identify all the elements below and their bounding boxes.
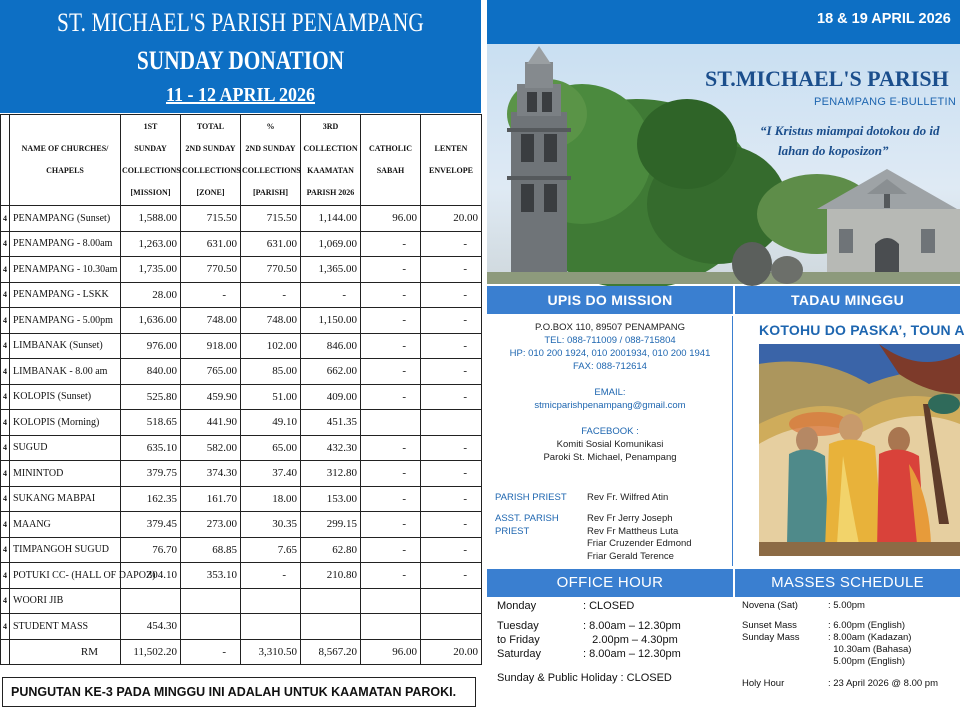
header-line: [MISSION]: [130, 188, 171, 197]
mass-row: [742, 656, 905, 667]
amount-cell: 49.10: [241, 410, 301, 436]
amount-cell: 846.00: [301, 333, 361, 359]
asst-priest-name: Friar Gerald Terence: [587, 550, 674, 562]
header-line: COLLECTIONS: [242, 166, 301, 175]
parish-priest: [495, 492, 668, 505]
table-row: [1, 257, 482, 283]
mass-time: : 6.00pm (English): [828, 620, 906, 631]
tadau-minggu: [735, 316, 965, 566]
amount-cell: 312.80: [301, 461, 361, 487]
header-line: 3RD: [322, 122, 339, 131]
amount-cell: -: [421, 282, 482, 308]
quote-line-1: “I Kristus miampai dotokou do id: [760, 123, 940, 138]
tadau-title: KOTOHU DO PASKA’, TOUN A: [759, 322, 965, 338]
mass-label: Sunday Mass: [742, 632, 800, 643]
amount-cell: 454.30: [121, 614, 181, 640]
amount-cell: 918.00: [181, 333, 241, 359]
table-row: [1, 206, 482, 232]
amount-cell: -: [361, 231, 421, 257]
amount-cell: 85.00: [241, 359, 301, 385]
amount-cell: -: [241, 282, 301, 308]
amount-cell: [361, 614, 421, 640]
mass-label: Sunset Mass: [742, 620, 797, 631]
row-index: 4: [1, 359, 10, 385]
painting-illustration: [759, 344, 960, 556]
amount-cell: 153.00: [301, 486, 361, 512]
table-row: [1, 308, 482, 334]
header-line: KAAMATAN: [307, 166, 354, 175]
amount-cell: 1,144.00: [301, 206, 361, 232]
office-time: : CLOSED: [583, 600, 635, 612]
amount-cell: 379.75: [121, 461, 181, 487]
telephone: TEL: 088-711009 / 088-715804: [544, 335, 676, 346]
amount-cell: 273.00: [181, 512, 241, 538]
amount-cell: 1,069.00: [301, 231, 361, 257]
row-index: 4: [1, 231, 10, 257]
office-day: Tuesday: [497, 620, 539, 632]
row-index: 4: [1, 461, 10, 487]
amount-cell: 432.30: [301, 435, 361, 461]
facebook-page-1: Komiti Sosial Komunikasi: [556, 439, 664, 450]
amount-cell: -: [421, 537, 482, 563]
mass-time: 5.00pm (English): [828, 656, 906, 667]
donation-date: 11 - 12 APRIL 2026: [165, 84, 316, 106]
church-name: PENAMPANG - 5.00pm: [10, 308, 121, 334]
quote-line-2: lahan do koposizon”: [778, 143, 889, 158]
amount-cell: 441.90: [181, 410, 241, 436]
amount-cell: -: [181, 282, 241, 308]
amount-cell: 65.00: [241, 435, 301, 461]
church-name: SUKANG MABPAI: [10, 486, 121, 512]
column-header-5: [301, 115, 361, 206]
header-line: ENVELOPE: [428, 166, 473, 175]
amount-cell: [241, 614, 301, 640]
amount-cell: [421, 410, 482, 436]
amount-cell: 662.00: [301, 359, 361, 385]
column-header-4: [241, 115, 301, 206]
amount-cell: [301, 614, 361, 640]
bulletin-date-banner: 18 & 19 APRIL 2026: [487, 0, 960, 44]
amount-cell: [301, 588, 361, 614]
header-line: [ZONE]: [196, 188, 225, 197]
total-label: RM: [10, 639, 121, 664]
table-row: [1, 359, 482, 385]
amount-cell: -: [361, 537, 421, 563]
table-row: [1, 333, 482, 359]
amount-cell: 631.00: [181, 231, 241, 257]
header-line: NAME OF CHURCHES/: [21, 144, 109, 153]
amount-cell: 840.00: [121, 359, 181, 385]
office-day: to Friday: [497, 634, 540, 646]
church-photo: [487, 44, 960, 284]
amount-cell: [241, 588, 301, 614]
amount-cell: -: [361, 512, 421, 538]
amount-cell: 770.50: [241, 257, 301, 283]
amount-cell: [181, 588, 241, 614]
header-line: COLLECTION: [303, 144, 358, 153]
row-index: 4: [1, 512, 10, 538]
header-line: LENTEN: [434, 144, 468, 153]
amount-cell: -: [361, 308, 421, 334]
amount-cell: 7.65: [241, 537, 301, 563]
amount-cell: 518.65: [121, 410, 181, 436]
amount-cell: -: [421, 231, 482, 257]
amount-cell: -: [361, 486, 421, 512]
row-index: 4: [1, 333, 10, 359]
amount-cell: 62.80: [301, 537, 361, 563]
amount-cell: -: [361, 461, 421, 487]
table-header-row: [1, 115, 482, 206]
amount-cell: 1,263.00: [121, 231, 181, 257]
amount-cell: 451.35: [301, 410, 361, 436]
amount-cell: -: [361, 563, 421, 589]
amount-cell: 1,365.00: [301, 257, 361, 283]
office-hour-row: [497, 634, 678, 646]
table-row: [1, 410, 482, 436]
amount-cell: 748.00: [241, 308, 301, 334]
table-row: [1, 435, 482, 461]
header-line: PARISH 2026: [306, 188, 355, 197]
amount-cell: 96.00: [361, 206, 421, 232]
assistant-priests: [495, 513, 692, 563]
amount-cell: -: [361, 359, 421, 385]
amount-cell: -: [421, 461, 482, 487]
mass-row: [742, 678, 938, 689]
amount-cell: 715.50: [241, 206, 301, 232]
amount-cell: -: [421, 257, 482, 283]
amount-cell: 353.10: [181, 563, 241, 589]
table-row: [1, 486, 482, 512]
amount-cell: 1,150.00: [301, 308, 361, 334]
amount-cell: 976.00: [121, 333, 181, 359]
total-cell: 8,567.20: [301, 639, 361, 664]
amount-cell: -: [361, 435, 421, 461]
header-line: CHAPELS: [46, 166, 84, 175]
table-row: [1, 282, 482, 308]
table-row: [1, 614, 482, 640]
header-line: [PARISH]: [253, 188, 288, 197]
row-index: 4: [1, 384, 10, 410]
table-row: [1, 461, 482, 487]
total-cell: 96.00: [361, 639, 421, 664]
office-day: Saturday: [497, 648, 542, 660]
donation-panel: [0, 0, 484, 720]
amount-cell: -: [421, 435, 482, 461]
asst-priest-name: Friar Cruzender Edmond: [587, 538, 692, 549]
office-hour-row: [497, 600, 634, 612]
amount-cell: 374.30: [181, 461, 241, 487]
amount-cell: 210.80: [301, 563, 361, 589]
church-name: MAANG: [10, 512, 121, 538]
amount-cell: -: [421, 384, 482, 410]
amount-cell: 635.10: [121, 435, 181, 461]
column-header-6: [361, 115, 421, 206]
church-name: STUDENT MASS: [10, 614, 121, 640]
amount-cell: 631.00: [241, 231, 301, 257]
column-header-7: [421, 115, 482, 206]
mass-row: [742, 632, 911, 643]
easter-painting: [759, 344, 960, 556]
handphone: HP: 010 200 1924, 010 2001934, 010 200 1941: [509, 348, 711, 359]
amount-cell: 37.40: [241, 461, 301, 487]
church-name: TIMPANGOH SUGUD: [10, 537, 121, 563]
amount-cell: [421, 614, 482, 640]
office-hour-row: [497, 648, 681, 660]
asst-priest-name: Rev Fr Jerry Joseph: [587, 513, 673, 524]
masses-schedule: [735, 598, 960, 720]
amount-cell: 1,735.00: [121, 257, 181, 283]
header-line: CATHOLIC: [369, 144, 412, 153]
church-name: KOLOPIS (Sunset): [10, 384, 121, 410]
mass-time: : 5.00pm: [828, 600, 865, 611]
amount-cell: [361, 410, 421, 436]
amount-cell: [421, 588, 482, 614]
amount-cell: 379.45: [121, 512, 181, 538]
row-index: 4: [1, 435, 10, 461]
mass-time: 10.30am (Bahasa): [828, 644, 912, 655]
mass-row: [742, 600, 865, 611]
header-line: %: [266, 122, 275, 131]
total-cell: 3,310.50: [241, 639, 301, 664]
amount-cell: -: [361, 257, 421, 283]
office-closed-note: Sunday & Public Holiday : CLOSED: [497, 672, 672, 684]
total-cell: 11,502.20: [121, 639, 181, 664]
collection-footnote: PUNGUTAN KE-3 PADA MINGGU INI ADALAH UNTUK KAAMATAN PAROKI.: [2, 677, 476, 707]
parish-priest-name: Rev Fr. Wilfred Atin: [587, 492, 669, 503]
amount-cell: -: [421, 333, 482, 359]
header-line: SABAH: [376, 166, 405, 175]
mass-time: : 23 April 2026 @ 8.00 pm: [828, 678, 938, 689]
church-name: MININTOD: [10, 461, 121, 487]
church-name: LIMBANAK - 8.00 am: [10, 359, 121, 385]
table-row: [1, 231, 482, 257]
row-index: 4: [1, 282, 10, 308]
row-index: 4: [1, 614, 10, 640]
header-line: TOTAL: [196, 122, 225, 131]
amount-cell: 715.50: [181, 206, 241, 232]
row-index: 4: [1, 308, 10, 334]
bulletin-quote: [760, 121, 970, 161]
email-link[interactable]: stmicparishpenampang@gmail.com: [534, 400, 686, 411]
amount-cell: -: [241, 563, 301, 589]
asst-priest-names: [587, 513, 692, 563]
parish-name: ST. MICHAEL'S PARISH PENAMPANG: [57, 8, 424, 37]
amount-cell: 770.50: [181, 257, 241, 283]
amount-cell: [181, 614, 241, 640]
office-hour-row: [497, 620, 681, 632]
table-row: [1, 384, 482, 410]
parish-title: ST.MICHAEL'S PARISH: [705, 66, 949, 91]
table-row: [1, 512, 482, 538]
header-line: COLLECTIONS: [122, 166, 181, 175]
total-cell: -: [181, 639, 241, 664]
office-hour-header: OFFICE HOUR: [487, 569, 733, 597]
column-header-0: [1, 115, 10, 206]
mass-row: [742, 620, 905, 631]
amount-cell: 409.00: [301, 384, 361, 410]
donation-header: [0, 0, 481, 113]
amount-cell: [361, 588, 421, 614]
office-time: 2.00pm – 4.30pm: [583, 634, 678, 646]
amount-cell: -: [421, 486, 482, 512]
amount-cell: 102.00: [241, 333, 301, 359]
amount-cell: 18.00: [241, 486, 301, 512]
church-name: PENAMPANG - 10.30am: [10, 257, 121, 283]
church-name: PENAMPANG - LSKK: [10, 282, 121, 308]
amount-cell: -: [301, 282, 361, 308]
table-row: [1, 588, 482, 614]
office-time: : 8.00am – 12.30pm: [583, 648, 681, 660]
column-header-3: [181, 115, 241, 206]
postal-address: P.O.BOX 110, 89507 PENAMPANG: [535, 322, 685, 333]
header-line: COLLECTIONS: [182, 166, 241, 175]
row-index: 4: [1, 537, 10, 563]
total-cell: 20.00: [421, 639, 482, 664]
header-line: 2ND SUNDAY: [185, 144, 236, 153]
amount-cell: 299.15: [301, 512, 361, 538]
header-line: 2ND SUNDAY: [245, 144, 296, 153]
church-name: SUGUD: [10, 435, 121, 461]
amount-cell: 28.00: [121, 282, 181, 308]
church-name: KOLOPIS (Morning): [10, 410, 121, 436]
bulletin-panel: [487, 0, 965, 720]
header-line: 1ST: [143, 122, 158, 131]
mass-row: [742, 644, 911, 655]
church-name: PENAMPANG (Sunset): [10, 206, 121, 232]
amount-cell: 304.10: [121, 563, 181, 589]
table-row: [1, 537, 482, 563]
parish-priest-role: PARISH PRIEST: [495, 492, 567, 503]
mass-label: Novena (Sat): [742, 600, 798, 611]
amount-cell: 162.35: [121, 486, 181, 512]
amount-cell: -: [361, 333, 421, 359]
fax: FAX: 088-712614: [573, 361, 647, 372]
amount-cell: 161.70: [181, 486, 241, 512]
amount-cell: 51.00: [241, 384, 301, 410]
row-index: 4: [1, 410, 10, 436]
donation-title: SUNDAY DONATION: [136, 46, 345, 75]
mass-time: : 8.00am (Kadazan): [828, 632, 912, 643]
row-index: 4: [1, 563, 10, 589]
tadau-minggu-header: TADAU MINGGU: [735, 286, 960, 314]
office-time: : 8.00am – 12.30pm: [583, 620, 681, 632]
amount-cell: 76.70: [121, 537, 181, 563]
contact-info: [487, 316, 733, 566]
amount-cell: -: [421, 512, 482, 538]
donation-table: [0, 114, 482, 665]
amount-cell: 748.00: [181, 308, 241, 334]
total-blank: [1, 639, 10, 664]
mass-label: Holy Hour: [742, 678, 785, 689]
row-index: 4: [1, 588, 10, 614]
amount-cell: 765.00: [181, 359, 241, 385]
header-line: SUNDAY: [134, 144, 167, 153]
amount-cell: -: [421, 308, 482, 334]
row-index: 4: [1, 486, 10, 512]
amount-cell: -: [421, 563, 482, 589]
amount-cell: 1,588.00: [121, 206, 181, 232]
amount-cell: 459.90: [181, 384, 241, 410]
amount-cell: -: [421, 359, 482, 385]
amount-cell: 525.80: [121, 384, 181, 410]
table-row: [1, 563, 482, 589]
asst-priest-role: ASST. PARISH PRIEST: [495, 513, 559, 537]
amount-cell: 30.35: [241, 512, 301, 538]
amount-cell: 582.00: [181, 435, 241, 461]
amount-cell: 1,636.00: [121, 308, 181, 334]
amount-cell: [121, 588, 181, 614]
church-name: POTUKI CC- (HALL OF DAPOZ): [10, 563, 121, 589]
bulletin-subtitle: PENAMPANG E-BULLETIN: [814, 96, 957, 108]
church-name: LIMBANAK (Sunset): [10, 333, 121, 359]
amount-cell: 20.00: [421, 206, 482, 232]
row-index: 4: [1, 257, 10, 283]
amount-cell: 68.85: [181, 537, 241, 563]
column-header-2: [121, 115, 181, 206]
office-day: Monday: [497, 600, 537, 612]
amount-cell: -: [361, 384, 421, 410]
church-name: WOORI JIB: [10, 588, 121, 614]
row-index: 4: [1, 206, 10, 232]
column-header-1: [10, 115, 121, 206]
amount-cell: -: [361, 282, 421, 308]
facebook-label: FACEBOOK :: [581, 426, 639, 437]
total-row: [1, 639, 482, 664]
email-label: EMAIL:: [594, 387, 626, 398]
facebook-page-2: Paroki St. Michael, Penampang: [543, 452, 677, 463]
masses-schedule-header: MASSES SCHEDULE: [735, 569, 960, 597]
asst-priest-name: Rev Fr Mattheus Luta: [587, 525, 679, 537]
upis-do-mission-header: UPIS DO MISSION: [487, 286, 733, 314]
office-hours: [487, 598, 733, 720]
church-name: PENAMPANG - 8.00am: [10, 231, 121, 257]
